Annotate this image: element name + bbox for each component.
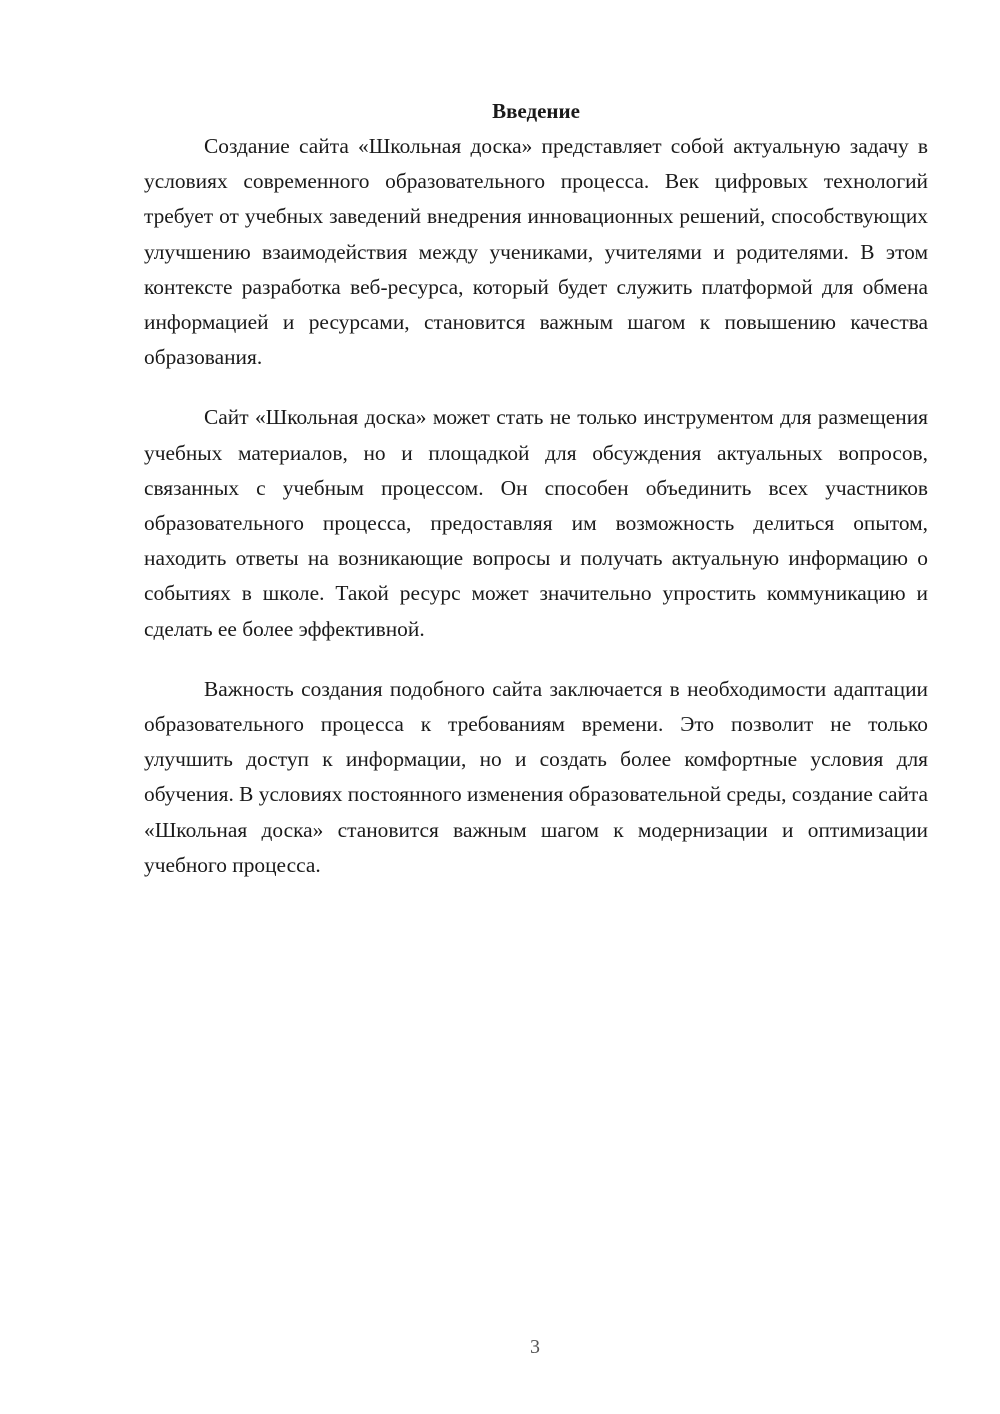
paragraph-1: Создание сайта «Школьная доска» представляет собой актуальную задачу в условиях современного образовательного процесса. Век цифровых технологий требует от учебных заведений внедрения инновационных решений, способствующих улучшению взаимодействия между учениками, учителями и родителями. В этом контексте разработка веб-ресурса, который будет служить платформой для обмена информацией и ресурсами, становится важным шагом к повышению качества образования. (144, 134, 928, 370)
paragraph-3: Важность создания подобного сайта заключается в необходимости адаптации образовательного процесса к требованиям времени. Это позволит не только улучшить доступ к информации, но и создать более комфортные условия для обучения. В условиях постоянного изменения образовательной среды, создание сайта «Школьная доска» становится важным шагом к модернизации и оптимизации учебного процесса. (144, 676, 928, 877)
page-number: 3 (530, 1336, 540, 1358)
section-heading: Введение (492, 99, 580, 123)
paragraph-2: Сайт «Школьная доска» может стать не только инструментом для размещения учебных материалов, но и площадкой для обсуждения актуальных вопросов, связанных с учебным процессом. Он способен объединить всех участников образовательного процесса, предоставляя им возможность делиться опытом, находить ответы на возникающие вопросы и получать актуальную информацию о событиях в школе. Такой ресурс может значительно упростить коммуникацию и сделать ее более эффективной. (144, 405, 928, 641)
page-content (144, 94, 928, 883)
